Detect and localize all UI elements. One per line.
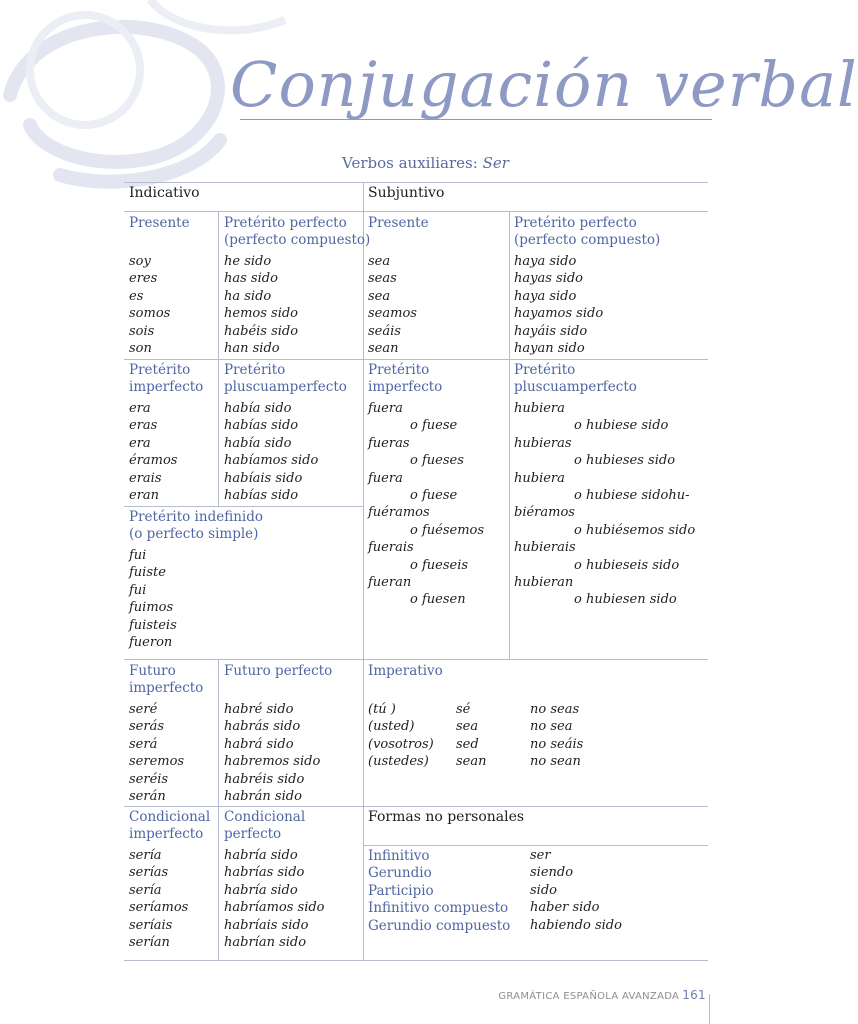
sub-presente-label: Presente <box>368 215 429 231</box>
verb-form: o fuese <box>410 488 458 504</box>
verb-form: habrán sido <box>224 789 302 805</box>
no-personal-label: Participio <box>368 882 434 899</box>
imperativo-person: (tú ) <box>368 702 396 717</box>
footer-divider <box>709 994 710 1024</box>
verb-form: serás <box>129 719 165 735</box>
row1-bottom-rule <box>124 359 708 360</box>
verb-form: serías <box>129 865 169 881</box>
verb-form: fuéramos <box>368 505 430 521</box>
condicional-perfecto-label: Condicional <box>224 809 306 825</box>
verb-form: hubierais <box>514 540 576 556</box>
verb-form: fui <box>129 548 147 563</box>
verb-form: sea <box>368 288 391 304</box>
verb-form: hubiera <box>514 470 565 486</box>
verb-form: habrá sido <box>224 736 294 752</box>
sub-presente-block <box>368 215 429 357</box>
sub-imperfecto-block <box>368 362 484 609</box>
no-personal-label: Infinitivo <box>368 848 430 864</box>
verb-form: ha sido <box>224 288 272 304</box>
verb-form: haya sido <box>514 254 577 269</box>
verb-form: soy <box>129 254 151 269</box>
futuro-perfecto-block <box>224 663 332 805</box>
ind-imperfecto-sublabel: imperfecto <box>129 379 204 395</box>
verb-form: fuimos <box>129 600 174 616</box>
imperativo-neg: no seas <box>530 702 580 717</box>
table-top-rule <box>124 182 708 183</box>
verb-form: he sido <box>224 254 272 269</box>
verb-form: fueron <box>129 635 173 651</box>
page-number: 161 <box>682 988 706 1002</box>
imperativo-aff: sed <box>456 736 479 752</box>
verb-form: era <box>129 401 151 416</box>
page-title: Conjugación verbal <box>230 48 858 121</box>
no-personal-label: Infinitivo compuesto <box>368 900 509 917</box>
verb-form: erais <box>129 470 162 486</box>
verb-form: sean <box>368 341 399 357</box>
verb-form: hubieran <box>514 575 574 591</box>
verb-form: sois <box>129 323 155 339</box>
verb-form: había sido <box>224 401 292 416</box>
imperativo-neg: no sean <box>530 754 581 770</box>
no-personales-heading: Formas no personales <box>368 809 525 825</box>
no-personales-heading-rule <box>363 845 708 846</box>
verb-form: fuiste <box>129 565 166 581</box>
verb-form: habría sido <box>224 848 298 863</box>
subjuntivo-heading: Subjuntivo <box>368 185 445 201</box>
ind-pluscuam-label: Pretérito <box>224 362 286 378</box>
sub-pluscuam-block <box>514 362 695 609</box>
imperativo-neg: no sea <box>530 719 573 735</box>
condicional-label: Condicional <box>129 809 211 825</box>
imperativo-person: (usted) <box>368 719 415 735</box>
verb-form: fuera <box>368 470 403 486</box>
verb-form: serán <box>129 789 166 805</box>
verb-form: o fuesen <box>410 592 466 608</box>
imperativo-aff: sé <box>456 702 471 717</box>
verb-form: seríamos <box>129 900 189 916</box>
verb-form: o fueseis <box>410 557 469 573</box>
verb-form: habremos sido <box>224 754 321 770</box>
ind-indefinido-label: Pretérito indefinido <box>129 509 263 525</box>
verb-form: fuisteis <box>129 617 177 633</box>
verb-form: sería <box>129 848 162 863</box>
verb-form: hemos sido <box>224 306 299 322</box>
no-personal-value: habiendo sido <box>530 917 622 933</box>
verb-form: o hubiésemos sido <box>574 522 696 538</box>
verb-form: habríais sido <box>224 917 309 933</box>
verb-form: sea <box>368 254 391 269</box>
verb-form: seréis <box>129 771 169 787</box>
verb-form: fueras <box>368 435 410 451</box>
verb-form: habías sido <box>224 488 299 504</box>
no-personal-value: siendo <box>530 865 574 881</box>
no-personal-value: ser <box>530 848 551 863</box>
ind-perfecto-label: Pretérito perfecto <box>224 215 347 231</box>
verb-form: seré <box>129 702 158 717</box>
condicional-perfecto-sublabel: perfecto <box>224 826 282 842</box>
verb-form: habríamos sido <box>224 900 325 916</box>
verb-form: eres <box>129 271 158 287</box>
verb-form: será <box>129 736 158 752</box>
imperativo-person: (ustedes) <box>368 754 429 770</box>
ind-presente-block <box>129 215 190 357</box>
sub-pluscuam-label: Pretérito <box>514 362 576 378</box>
no-personal-label: Gerundio compuesto <box>368 917 511 934</box>
ind-column-divider-bottom <box>218 659 219 960</box>
verb-form: habéis sido <box>224 323 299 339</box>
verb-form: o fuese <box>410 418 458 434</box>
verb-form: han sido <box>224 341 280 357</box>
sub-perfecto-sublabel: (perfecto compuesto) <box>514 232 661 248</box>
verb-form: o fuésemos <box>410 522 485 538</box>
imperativo-neg: no seáis <box>530 736 584 752</box>
ind-pluscuam-block <box>224 362 347 504</box>
verb-form: hayas sido <box>514 271 583 287</box>
verb-form: era <box>129 435 151 451</box>
imperativo-aff: sea <box>456 719 479 735</box>
sub-column-divider <box>509 211 510 659</box>
page-footer <box>498 988 706 1002</box>
futuro-sublabel: imperfecto <box>129 680 204 696</box>
futuro-label: Futuro <box>129 663 176 679</box>
verb-form: seamos <box>368 306 417 322</box>
verb-form: hayáis sido <box>514 323 588 339</box>
verb-form: hubiera <box>514 401 565 416</box>
subtitle-text: Verbos auxiliares: <box>342 154 478 172</box>
verb-form: éramos <box>129 453 178 469</box>
sub-imperfecto-sublabel: imperfecto <box>368 379 443 395</box>
footer-book-title: GRAMÁTICA ESPAÑOLA AVANZADA <box>498 991 680 1002</box>
verb-form: son <box>129 341 152 357</box>
futuro-block <box>129 663 203 805</box>
subtitle-verb: Ser <box>482 154 509 172</box>
ind-indefinido-sublabel: (o perfecto simple) <box>129 526 259 542</box>
verb-form: habrás sido <box>224 719 301 735</box>
verb-form: o hubiese sido <box>574 418 669 434</box>
ind-presente-label: Presente <box>129 215 190 231</box>
imperativo-aff: sean <box>456 754 487 770</box>
verb-form: habíais sido <box>224 470 303 486</box>
sub-pluscuam-sublabel: pluscuamperfecto <box>514 379 637 395</box>
futuro-perfecto-label: Futuro perfecto <box>224 663 333 679</box>
ind-indefinido-block <box>129 509 263 651</box>
verb-form: habías sido <box>224 418 299 434</box>
verb-form: o hubiese sidohu- <box>574 488 690 504</box>
verb-form: eran <box>129 488 160 504</box>
verb-form: seríais <box>129 917 173 933</box>
ind-imperfecto-label: Pretérito <box>129 362 191 378</box>
verb-form: habréis sido <box>224 771 305 787</box>
ind-column-divider-top <box>218 211 219 506</box>
condicional-block <box>129 809 210 951</box>
ind-perfecto-block <box>224 215 370 357</box>
verb-form: hayamos sido <box>514 306 604 322</box>
sub-imperfecto-label: Pretérito <box>368 362 430 378</box>
ind-imperfecto-block <box>129 362 203 504</box>
sub-perfecto-block <box>514 215 660 357</box>
imperativo-person: (vosotros) <box>368 736 434 752</box>
verb-form: o hubiesen sido <box>574 592 677 608</box>
verb-form: había sido <box>224 435 292 451</box>
row2-bottom-rule <box>124 659 708 660</box>
verb-form: hayan sido <box>514 341 585 357</box>
verb-form: fuera <box>368 401 403 416</box>
verb-form: habrías sido <box>224 865 305 881</box>
table-bottom-rule <box>124 960 708 961</box>
verb-form: habrían sido <box>224 935 307 951</box>
verb-form: fui <box>129 582 147 598</box>
verb-form: sería <box>129 882 162 898</box>
no-personal-label: Gerundio <box>368 865 432 882</box>
verb-form: o hubieses sido <box>574 453 676 469</box>
verb-form: hubieras <box>514 435 572 451</box>
verb-form: es <box>129 288 144 304</box>
verb-form: has sido <box>224 271 278 287</box>
verb-form: seas <box>368 271 397 287</box>
ind-perfecto-sublabel: (perfecto compuesto) <box>224 232 371 248</box>
header-bottom-rule <box>124 211 708 212</box>
title-underline <box>240 119 712 120</box>
sub-perfecto-label: Pretérito perfecto <box>514 215 637 231</box>
ind-pluscuam-sublabel: pluscuamperfecto <box>224 379 347 395</box>
verb-form: habré sido <box>224 702 294 717</box>
verb-form: fuerais <box>368 540 414 556</box>
page-subtitle <box>342 154 509 172</box>
indicativo-heading: Indicativo <box>129 185 200 201</box>
no-personal-value: haber sido <box>530 900 600 916</box>
verb-form: biéramos <box>514 505 575 521</box>
verb-form: seremos <box>129 754 185 770</box>
verb-form: habría sido <box>224 882 298 898</box>
verb-form: seáis <box>368 323 401 339</box>
imperfecto-bottom-rule <box>124 506 363 507</box>
verb-form: somos <box>129 306 171 322</box>
verb-form: o fueses <box>410 453 464 469</box>
verb-form: haya sido <box>514 288 577 304</box>
condicional-perfecto-block <box>224 809 325 951</box>
verb-form: fueran <box>368 575 412 591</box>
imperativo-label: Imperativo <box>368 663 443 679</box>
no-personal-value: sido <box>530 882 557 898</box>
verb-form: habíamos sido <box>224 453 319 469</box>
verb-form: eras <box>129 418 158 434</box>
verb-form: o hubieseis sido <box>574 557 680 573</box>
condicional-sublabel: imperfecto <box>129 826 204 842</box>
row3-bottom-rule <box>124 806 708 807</box>
verb-form: serían <box>129 935 170 951</box>
